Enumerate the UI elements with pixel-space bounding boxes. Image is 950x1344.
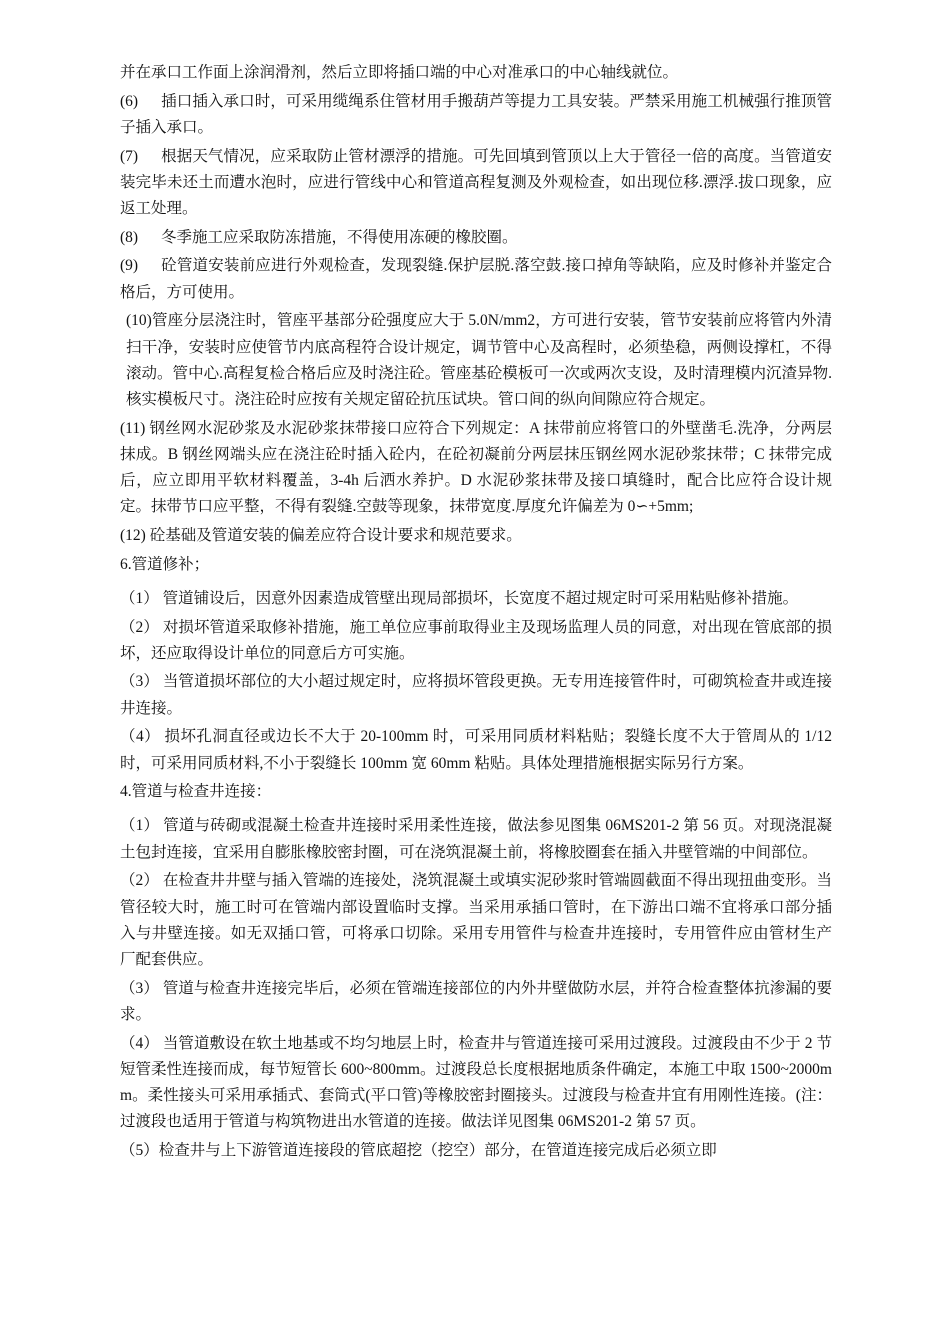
- section-heading-pipe-repair: 6.管道修补；: [120, 555, 210, 573]
- document-page: [120, 60, 832, 1167]
- paragraph-7: (7) 根据天气情况，应采取防止管材漂浮的措施。可先回填到管顶以上大于管径一倍的高度。当管道安装完毕未还土而遭水泡时，应进行管线中心和管道高程复测及外观检查，如出现位移.漂浮.拔口现象，应返工处理。: [120, 144, 832, 223]
- connection-item-5: （5）检查井与上下游管道连接段的管底超挖（挖空）部分，在管道连接完成后必须立即: [120, 1141, 717, 1159]
- paragraph-12: (12) 砼基础及管道安装的偏差应符合设计要求和规范要求。: [120, 526, 522, 544]
- repair-item-1: （1） 管道铺设后，因意外因素造成管壁出现局部损坏，长宽度不超过规定时可采用粘贴修补措施。: [120, 589, 799, 607]
- paragraph-continued: 并在承口工作面上涂润滑剂，然后立即将插口端的中心对准承口的中心轴线就位。: [120, 64, 679, 81]
- paragraph-number: (8): [120, 228, 139, 246]
- connection-item-1: （1） 管道与砖砌或混凝土检查井连接时采用柔性连接，做法参见图集 06MS201-2 第 56 页。对现浇混凝土包封连接，宜采用自膨胀橡胶密封圈，可在浇筑混凝土前，将橡胶圈套在插入井壁管端的中间部位。: [120, 817, 832, 861]
- repair-item-3: （3） 当管道损坏部位的大小超过规定时，应将损坏管段更换。无专用连接管件时，可砌筑检查井或连接井连接。: [120, 673, 832, 717]
- section-heading-well-connection: 4.管道与检查井连接：: [120, 783, 272, 801]
- repair-item-4: （4） 损坏孔洞直径或边长不大于 20-100mm 时，可采用同质材料粘贴；裂缝长度不大于管周从的 1/12 时，可采用同质材料,不小于裂缝长 100mm 宽 60mm 粘贴。具体处理措施根据实际另行方案。: [120, 728, 832, 772]
- paragraph-9: (9) 砼管道安装前应进行外观检查，发现裂缝.保护层脱.落空鼓.接口掉角等缺陷，应及时修补并鉴定合格后，方可使用。: [120, 253, 832, 305]
- connection-item-2: （2） 在检查井井壁与插入管端的连接处，浇筑混凝土或填实泥砂浆时管端圆截面不得出现扭曲变形。当管径较大时，施工时可在管端内部设置临时支撑。当采用承插口管时，在下游出口端不宜将承口部分插入与井壁连接。如无双插口管，可将承口切除。采用专用管件与检查井连接时，专用管件应由管材生产厂配套供应。: [120, 872, 832, 968]
- paragraph-number: (9): [120, 257, 139, 275]
- paragraph-10: (10)管座分层浇注时，管座平基部分砼强度应大于 5.0N/mm2，方可进行安装，管节安装前应将管内外清扫干净，安装时应使管节内底高程符合设计规定，调节管中心及高程时，必须垫稳，两侧设撑杠，不得滚动。管中心.高程复检合格后应及时浇注砼。管座基砼模板可一次或两次支设，及时清理模内沉渣异物.核实模板尺寸。浇注砼时应按有关规定留砼抗压试块。管口间的纵向间隙应符合规定。: [126, 312, 832, 408]
- paragraph-number: (7): [120, 147, 139, 165]
- paragraph-number: (6): [120, 92, 139, 110]
- connection-item-3: （3） 管道与检查井连接完毕后，必须在管端连接部位的内外井壁做防水层，并符合检查整体抗渗漏的要求。: [120, 979, 832, 1023]
- paragraph-8: (8) 冬季施工应采取防冻措施，不得使用冻硬的橡胶圈。: [120, 225, 832, 251]
- paragraph-11: (11) 钢丝网水泥砂浆及水泥砂浆抹带接口应符合下列规定：A 抹带前应将管口的外壁凿毛.洗净，分两层抹成。B 钢丝网端头应在浇注砼时插入砼内，在砼初凝前分两层抹压钢丝网水泥砂浆抹带；C 抹带完成后，应立即用平软材料覆盖，3-4h 后洒水养护。D 水泥砂浆抹带及接口填缝时，配合比应符合设计规定。抹带节口应平整，不得有裂缝.空鼓等现象，抹带宽度.厚度允许偏差为 0∽+5mm;: [120, 419, 832, 516]
- repair-item-2: （2） 对损坏管道采取修补措施，施工单位应事前取得业主及现场监理人员的同意，对出现在管底部的损坏，还应取得设计单位的同意后方可实施。: [120, 618, 832, 662]
- paragraph-6: (6) 插口插入承口时，可采用缆绳系住管材用手搬葫芦等提力工具安装。严禁采用施工机械强行推顶管子插入承口。: [120, 89, 832, 141]
- connection-item-4: （4） 当管道敷设在软土地基或不均匀地层上时，检查井与管道连接可采用过渡段。过渡段由不少于 2 节短管柔性连接而成，每节短管长 600~800mm。过渡段总长度根据地质条件确定，本施工中取 1500~2000mm。柔性接头可采用承插式、套筒式(平口管)等橡胶密封圈接头。过渡段与检查井宜有用刚性连接。(注：过渡段也适用于管道与构筑物进出水管道的连接。做法详见图集 06MS201-2 第 57 页。: [120, 1034, 832, 1131]
